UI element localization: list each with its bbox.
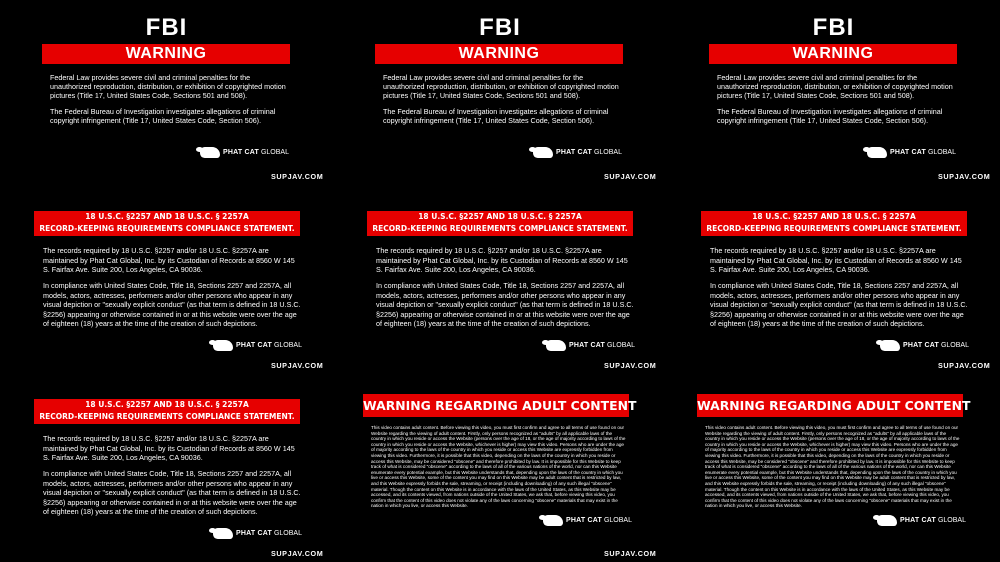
phat-cat-logo-icon — [543, 515, 563, 526]
phat-cat-logo-icon — [877, 515, 897, 526]
logo-main-text: PHAT CAT — [566, 517, 602, 524]
phat-cat-logo — [543, 515, 632, 526]
phat-cat-logo-icon — [213, 340, 233, 351]
adult-warning-banner: WARNING REGARDING ADULT CONTENT — [363, 394, 629, 417]
logo-sub-text: GLOBAL — [273, 342, 302, 349]
record-keeping-title-line2: RECORD-KEEPING REQUIREMENTS COMPLIANCE STATEMENT. — [706, 224, 962, 233]
logo-sub-text: GLOBAL — [606, 342, 635, 349]
record-keeping-paragraph-1: The records required by 18 U.S.C. §2257 and/or 18 U.S.C. §2257A are maintained by Phat Cat Global, Inc. by its Custodian of Records at 8560 W 145 S. Fairfax Ave. Suite 200, Los Angeles, CA 90036. — [43, 434, 295, 462]
record-keeping-paragraph-2: In compliance with United States Code, Title 18, Sections 2257 and 2257A, all models, actors, actresses, performers and/or other persons who appear in any visual depiction or "sexually explicit conduct" (as that term is defined in 18 U.S.C. §2256) appearing or otherwise contained in or at this website were over the age of eighteen (18) years at the time of the creation of such depictions. — [43, 281, 301, 328]
fbi-paragraph-1: Federal Law provides severe civil and criminal penalties for the unauthorized reproduction, distribution, or exhibition of copyrighted motion pictures (Title 17, United States Code, Sections 501 and 508). — [717, 73, 953, 100]
record-keeping-title-line1: 18 U.S.C. §2257 AND 18 U.S.C. § 2257A — [85, 400, 249, 409]
record-keeping-panel-1 — [0, 187, 333, 375]
phat-cat-logo-icon — [546, 340, 566, 351]
record-keeping-title-line2: RECORD-KEEPING REQUIREMENTS COMPLIANCE STATEMENT. — [39, 224, 295, 233]
logo-sub-text: GLOBAL — [603, 517, 632, 524]
fbi-paragraph-2: The Federal Bureau of Investigation investigates allegations of criminal copyright infringement (Title 17, United States Code, Section 506). — [383, 107, 609, 125]
fbi-paragraph-1: Federal Law provides severe civil and criminal penalties for the unauthorized reproduction, distribution, or exhibition of copyrighted motion pictures (Title 17, United States Code, Sections 501 and 508). — [383, 73, 619, 100]
record-keeping-paragraph-2: In compliance with United States Code, Title 18, Sections 2257 and 2257A, all models, actors, actresses, performers and/or other persons who appear in any visual depiction or "sexually explicit conduct" (as that term is defined in 18 U.S.C. §2256) appearing or otherwise contained in or at this website were over the age of eighteen (18) years at the time of the creation of such depictions. — [43, 469, 301, 516]
record-keeping-title-line1: 18 U.S.C. §2257 AND 18 U.S.C. § 2257A — [418, 212, 582, 221]
record-keeping-paragraph-1: The records required by 18 U.S.C. §2257 and/or 18 U.S.C. §2257A are maintained by Phat Cat Global, Inc. by its Custodian of Records at 8560 W 145 S. Fairfax Ave. Suite 200, Los Angeles, CA 90036. — [376, 246, 628, 274]
phat-cat-logo-icon — [533, 147, 553, 158]
record-keeping-banner — [34, 211, 300, 236]
site-name: SUPJAV.COM — [271, 172, 324, 181]
fbi-paragraph-2: The Federal Bureau of Investigation investigates allegations of criminal copyright infringement (Title 17, United States Code, Section 506). — [50, 107, 276, 125]
logo-sub-text: GLOBAL — [937, 517, 966, 524]
record-keeping-panel-2 — [333, 187, 667, 375]
phat-cat-logo-icon — [880, 340, 900, 351]
record-keeping-panel-4 — [0, 375, 333, 562]
logo-sub-text: GLOBAL — [273, 530, 302, 537]
logo-main-text: PHAT CAT — [236, 530, 272, 537]
logo-main-text: PHAT CAT — [900, 517, 936, 524]
phat-cat-logo-icon — [200, 147, 220, 158]
logo-main-text: PHAT CAT — [556, 149, 592, 156]
adult-warning-panel-2 — [667, 375, 1000, 562]
logo-sub-text: GLOBAL — [260, 149, 289, 156]
record-keeping-title-line2: RECORD-KEEPING REQUIREMENTS COMPLIANCE STATEMENT. — [39, 412, 295, 421]
phat-cat-logo — [533, 147, 622, 158]
logo-main-text: PHAT CAT — [890, 149, 926, 156]
record-keeping-panel-3 — [667, 187, 1000, 375]
logo-main-text: PHAT CAT — [569, 342, 605, 349]
logo-main-text: PHAT CAT — [236, 342, 272, 349]
site-name: SUPJAV.COM — [271, 549, 324, 558]
phat-cat-logo-icon — [213, 528, 233, 539]
site-name: SUPJAV.COM — [938, 361, 991, 370]
logo-sub-text: GLOBAL — [940, 342, 969, 349]
record-keeping-banner — [367, 211, 633, 236]
adult-warning-banner: WARNING REGARDING ADULT CONTENT — [697, 394, 963, 417]
adult-warning-panel-1 — [333, 375, 667, 562]
phat-cat-logo — [213, 528, 302, 539]
logo-sub-text: GLOBAL — [593, 149, 622, 156]
record-keeping-paragraph-2: In compliance with United States Code, Title 18, Sections 2257 and 2257A, all models, actors, actresses, performers and/or other persons who appear in any visual depiction or "sexually explicit conduct" (as that term is defined in 18 U.S.C. §2256) appearing or otherwise contained in or at this website were over the age of eighteen (18) years at the time of the creation of such depictions. — [376, 281, 634, 328]
record-keeping-banner — [34, 399, 300, 424]
fbi-title: FBI — [812, 14, 855, 41]
fbi-warning-panel-2 — [333, 0, 667, 187]
logo-sub-text: GLOBAL — [927, 149, 956, 156]
record-keeping-banner — [701, 211, 967, 236]
phat-cat-logo-icon — [867, 147, 887, 158]
record-keeping-title-line1: 18 U.S.C. §2257 AND 18 U.S.C. § 2257A — [85, 212, 249, 221]
fbi-title: FBI — [145, 14, 188, 41]
site-name: SUPJAV.COM — [938, 172, 991, 181]
site-name: SUPJAV.COM — [604, 172, 657, 181]
warning-banner: WARNING — [709, 44, 957, 64]
fbi-title: FBI — [479, 14, 521, 41]
fbi-paragraph-2: The Federal Bureau of Investigation investigates allegations of criminal copyright infringement (Title 17, United States Code, Section 506). — [717, 107, 943, 125]
phat-cat-logo — [877, 515, 966, 526]
fbi-warning-panel-1 — [0, 0, 333, 187]
logo-main-text: PHAT CAT — [903, 342, 939, 349]
phat-cat-logo — [867, 147, 956, 158]
phat-cat-logo — [200, 147, 289, 158]
site-name: SUPJAV.COM — [604, 549, 657, 558]
warning-banner: WARNING — [42, 44, 290, 64]
record-keeping-title-line1: 18 U.S.C. §2257 AND 18 U.S.C. § 2257A — [752, 212, 916, 221]
warning-banner: WARNING — [375, 44, 623, 64]
phat-cat-logo — [546, 340, 635, 351]
record-keeping-paragraph-1: The records required by 18 U.S.C. §2257 and/or 18 U.S.C. §2257A are maintained by Phat Cat Global, Inc. by its Custodian of Records at 8560 W 145 S. Fairfax Ave. Suite 200, Los Angeles, CA 90036. — [43, 246, 295, 274]
fbi-warning-panel-3 — [667, 0, 1000, 187]
record-keeping-paragraph-1: The records required by 18 U.S.C. §2257 and/or 18 U.S.C. §2257A are maintained by Phat Cat Global, Inc. by its Custodian of Records at 8560 W 145 S. Fairfax Ave. Suite 200, Los Angeles, CA 90036. — [710, 246, 962, 274]
adult-warning-body: This video contains adult content. Before viewing this video, you must first confirm and agree to all terms of use found on our Website regarding the viewing of adult content. Firstly, only persons recognized as "adults" by all applicable laws of the country in which you reside or access the Website (persons over the age of 18, or the age of majority according to laws of the country in which you reside or access the Website, whichever is higher) may view this video. Persons who are under the age of majority according to the laws of the country in which you reside or access this Website are expressly forbidden from viewing this video. Furthermore, it is possible that this video, depending on the laws of the country in which you reside or access this Website, may be considered "obscene" and therefore prohibited by law. It is impossible for this Website to keep track of what is considered "obscene" according to the laws of all of the various nations of the world, nor can this Website enumerate every potential example, but this Website understands that, depending upon the laws of the country in which you live or access this Website, some of the content you may find on this Website may be adult content that is restricted by law, and this Website expressly forbids the sale, streaming, or receipt (including downloading) of any such illegal "obscene" material. Though the content on this Website is in accordance with the laws of the United States, as this Website may be accessed, and its contents viewed, from nations outside of the United States, we ask that, before viewing this video, you confirm that the content of this video does not violate any of the laws concerning "obscene" materials that may exist in the nation in which you live, or access this Website. — [705, 425, 960, 509]
logo-main-text: PHAT CAT — [223, 149, 259, 156]
record-keeping-paragraph-2: In compliance with United States Code, Title 18, Sections 2257 and 2257A, all models, actors, actresses, performers and/or other persons who appear in any visual depiction or "sexually explicit conduct" (as that term is defined in 18 U.S.C. §2256) appearing or otherwise contained in or at this website were over the age of eighteen (18) years at the time of the creation of such depictions. — [710, 281, 968, 328]
site-name: SUPJAV.COM — [604, 361, 657, 370]
record-keeping-title-line2: RECORD-KEEPING REQUIREMENTS COMPLIANCE STATEMENT. — [372, 224, 628, 233]
phat-cat-logo — [213, 340, 302, 351]
phat-cat-logo — [880, 340, 969, 351]
site-name: SUPJAV.COM — [271, 361, 324, 370]
fbi-paragraph-1: Federal Law provides severe civil and criminal penalties for the unauthorized reproduction, distribution, or exhibition of copyrighted motion pictures (Title 17, United States Code, Sections 501 and 508). — [50, 73, 286, 100]
adult-warning-body: This video contains adult content. Before viewing this video, you must first confirm and agree to all terms of use found on our Website regarding the viewing of adult content. Firstly, only persons recognized as "adults" by all applicable laws of the country in which you reside or access the Website (persons over the age of 18, or the age of majority according to laws of the country in which you reside or access the Website, whichever is higher) may view this video. Persons who are under the age of majority according to the laws of the country in which you reside or access this Website are expressly forbidden from viewing this video. Furthermore, it is possible that this video, depending on the laws of the country in which you reside or access this Website, may be considered "obscene" and therefore prohibited by law. It is impossible for this Website to keep track of what is considered "obscene" according to the laws of all of the various nations of the world, nor can this Website enumerate every potential example, but this Website understands that, depending upon the laws of the country in which you live or access this Website, some of the content you may find on this Website may be adult content that is restricted by law, and this Website expressly forbids the sale, streaming, or receipt (including downloading) of any such illegal "obscene" material. Though the content on this Website is in accordance with the laws of the United States, as this Website may be accessed, and its contents viewed, from nations outside of the United States, we ask that, before viewing this video, you confirm that the content of this video does not violate any of the laws concerning "obscene" materials that may exist in the nation in which you live, or access this Website. — [371, 425, 626, 509]
